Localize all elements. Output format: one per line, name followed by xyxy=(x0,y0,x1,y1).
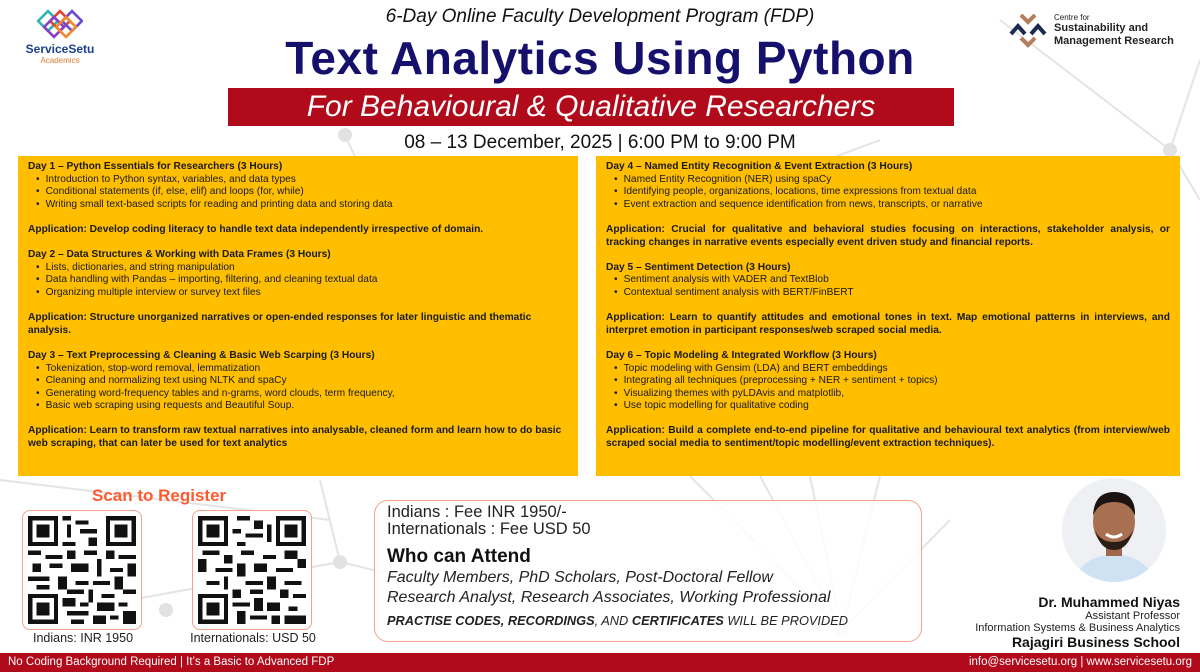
provisions-text-1: , AND xyxy=(594,613,632,628)
qr-code-internationals[interactable] xyxy=(192,510,312,630)
day-section xyxy=(28,161,568,237)
footer-bar xyxy=(0,653,1200,672)
qr-label-internationals: Internationals: USD 50 xyxy=(190,631,316,645)
speaker-name: Dr. Muhammed Niyas xyxy=(1038,594,1180,610)
qr-label-indians: Indians: INR 1950 xyxy=(32,631,134,645)
topic-item: • Visualizing themes with pyLDAvis and matplotlib, xyxy=(614,388,1170,401)
csmr-logo-line2: Management Research xyxy=(1054,34,1174,47)
servicesetu-brand-name: ServiceSetu xyxy=(25,42,95,56)
provisions-text-2: WILL BE PROVIDED xyxy=(723,613,849,628)
topic-item: • Generating word-frequency tables and n-grams, word clouds, term frequency, xyxy=(36,388,568,401)
day-title: Day 3 – Text Preprocessing & Cleaning & Basic Web Scarping (3 Hours) xyxy=(28,349,375,361)
fee-internationals: Internationals : Fee USD 50 xyxy=(387,520,591,538)
topic-item: • Cleaning and normalizing text using NLTK and spaCy xyxy=(36,375,568,388)
program-subtitle: 6-Day Online Faculty Development Program (FDP) xyxy=(385,6,815,27)
speaker-position: Assistant Professor xyxy=(1085,610,1180,622)
day-topics xyxy=(28,262,568,300)
day-section xyxy=(28,249,568,337)
topic-item: • Topic modeling with Gensim (LDA) and BERT embeddings xyxy=(614,363,1170,376)
day-topics xyxy=(606,274,1170,299)
fee-and-audience-box xyxy=(374,500,922,642)
provisions-bold-1: PRACTISE CODES, RECORDINGS xyxy=(387,613,595,628)
speaker-school: Rajagiri Business School xyxy=(1011,634,1180,650)
topic-item: • Data handling with Pandas – importing, filtering, and cleaning textual data xyxy=(36,274,568,287)
topic-item: • Tokenization, stop-word removal, lemmatization xyxy=(36,363,568,376)
topic-item: • Identifying people, organizations, locations, time expressions from textual data xyxy=(614,186,1170,199)
day-topics xyxy=(28,174,568,212)
servicesetu-brand-sub: Academics xyxy=(40,56,80,65)
day-application: Application: Develop coding literacy to handle text data independently irrespective of domain. xyxy=(28,223,484,235)
csmr-logo-line1: Sustainability and xyxy=(1054,21,1149,34)
speaker-avatar-icon xyxy=(1062,478,1166,582)
speaker-info xyxy=(920,594,1180,650)
page-title: Text Analytics Using Python xyxy=(285,32,915,84)
day-title: Day 5 – Sentiment Detection (3 Hours) xyxy=(606,261,791,273)
day-title: Day 1 – Python Essentials for Researchers (3 Hours) xyxy=(28,161,283,172)
day-application: Application: Learn to quantify attitudes and emotional tones in text. Map emotional patterns in interviews, and interpret emotion in participant responses/web scraped social media. xyxy=(606,312,1170,336)
day-topics xyxy=(606,363,1170,413)
topic-item: • Introduction to Python syntax, variables, and data types xyxy=(36,174,568,187)
tagline-banner: For Behavioural & Qualitative Researchers xyxy=(228,88,954,126)
speaker-photo xyxy=(1062,478,1166,582)
csmr-logo-small-text: Centre for xyxy=(1054,12,1090,22)
audience-line-2: Research Analyst, Research Associates, Working Professional xyxy=(387,588,831,606)
day-section xyxy=(28,350,568,451)
day-application: Application: Learn to transform raw textual narratives into analysable, cleaned form and learn how to do basic web scraping, that can later be used for text analytics xyxy=(28,425,562,450)
day-application: Application: Crucial for qualitative and behavioral studies focusing on interactions, stakeholder analysis, or tracking changes in narrative events especially event driven study and financial reports. xyxy=(606,223,1170,248)
audience-line-1: Faculty Members, PhD Scholars, Post-Doctoral Fellow xyxy=(387,569,773,586)
qr-code-icon xyxy=(28,516,136,624)
provisions-note xyxy=(387,613,909,628)
event-date: 08 – 13 December, 2025 | 6:00 PM to 9:00 PM xyxy=(404,132,796,153)
topic-item: • Use topic modelling for qualitative coding xyxy=(614,400,1170,413)
topic-item: • Organizing multiple interview or survey text files xyxy=(36,287,568,300)
day-topics xyxy=(606,174,1170,212)
day-section xyxy=(606,262,1170,338)
topic-item: • Sentiment analysis with VADER and TextBlob xyxy=(614,274,1170,287)
day-section xyxy=(606,350,1170,451)
qr-code-indians[interactable] xyxy=(22,510,142,630)
topic-item: • Conditional statements (if, else, elif) and loops (for, while) xyxy=(36,186,568,199)
footer-contact[interactable]: info@servicesetu.org | www.servicesetu.org xyxy=(968,656,1192,668)
fee-indians: Indians : Fee INR 1950/- xyxy=(387,503,567,521)
day-section xyxy=(606,161,1170,249)
topic-item: • Writing small text-based scripts for reading and printing data and storing data xyxy=(36,199,568,212)
day-title: Day 4 – Named Entity Recognition & Event Extraction (3 Hours) xyxy=(606,161,913,172)
day-application: Application: Build a complete end-to-end pipeline for qualitative and behavioural text analytics (from interview/web scraped social media to sentiment/topic modelling/event extraction techniques). xyxy=(606,425,1170,450)
footer-note: No Coding Background Required | It’s a Basic to Advanced FDP xyxy=(8,656,335,668)
topic-item: • Basic web scraping using requests and Beautiful Soup. xyxy=(36,400,568,413)
day-title: Day 2 – Data Structures & Working with Data Frames (3 Hours) xyxy=(28,249,331,261)
topic-item: • Integrating all techniques (preprocessing + NER + sentiment + topics) xyxy=(614,375,1170,388)
provisions-bold-2: CERTIFICATES xyxy=(631,613,724,628)
schedule-box-left xyxy=(18,156,578,476)
day-application: Application: Structure unorganized narratives or open-ended responses for later linguistic and thematic analysis. xyxy=(28,312,532,336)
topic-item: • Lists, dictionaries, and string manipulation xyxy=(36,262,568,275)
speaker-department: Information Systems & Business Analytics xyxy=(975,622,1180,634)
schedule-box-right xyxy=(596,156,1180,476)
topic-item: • Event extraction and sequence identification from news, transcripts, or narrative xyxy=(614,199,1170,212)
topic-item: • Contextual sentiment analysis with BERT/FinBERT xyxy=(614,287,1170,300)
day-topics xyxy=(28,363,568,413)
scan-to-register-heading: Scan to Register xyxy=(92,486,227,505)
day-title: Day 6 – Topic Modeling & Integrated Workflow (3 Hours) xyxy=(606,349,877,361)
qr-code-icon xyxy=(198,516,306,624)
topic-item: • Named Entity Recognition (NER) using spaCy xyxy=(614,174,1170,187)
who-can-attend-heading: Who can Attend xyxy=(387,546,531,567)
